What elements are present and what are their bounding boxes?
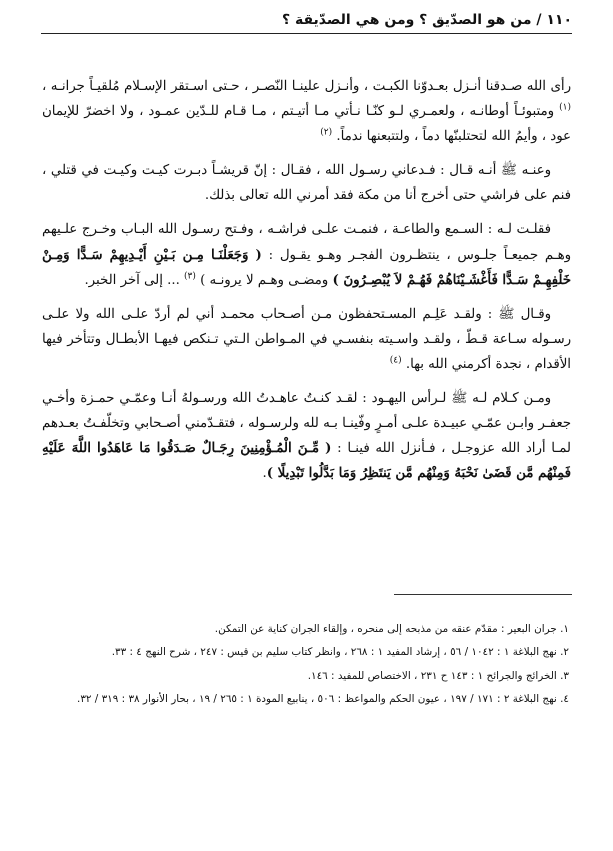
paragraph-5-text-b: . [262, 466, 267, 482]
main-text [42, 74, 571, 495]
footnote-ref-4: (٤) [389, 355, 402, 366]
footnotes [43, 618, 569, 712]
footnote-3: ٣. الخرائج والجرائح ١ : ١٤٣ ح ٢٣١ ، الاختصاص للمفيد : ١٤٦. [307, 669, 569, 682]
footnote-1: ١. جران البعير : مقدّم عنقه من مذبحه إلى منحره ، وإلقاء الجران كناية عن التمكن. [214, 623, 569, 635]
paragraph-2-text: وعنـه ﷺ أنـه قـال : فـدعاني رسـول الله ، فقـال : إنّ قريشـاً دبـرت كيـت وكيـت في قتلي ، فنم على فراشي حتى أخرج أنا من مكة فقد أمرني الله تعالى بذلك. [42, 163, 571, 204]
quran-verse-2: ( مِّـنَ الْمُـؤْمِنِينَ رِجَـالٌ صَـدَقُوا مَا عَاهَدُوا اللَّهَ عَلَيْهِ فَمِنْهُم مَّن قَضَىٰ نَحْبَهُ وَمِنْهُم مَّن يَنتَظِرُ وَمَا بَدَّلُوا تَبْدِيلًا ) [42, 441, 571, 482]
paragraph-3-text-c: ... إلى آخر الخبر. [84, 272, 185, 288]
paragraph-1 [42, 74, 571, 149]
footnote-2: ٢. نهج البلاغة ١ : ١٠٤٢ / ٥٦ ، إرشاد المفيد ١ : ٢٦٨ ، وانظر كتاب سليم بن قيس : ٢٤٧ ، شرح النهج ٤ : ٣٣. [111, 646, 569, 659]
paragraph-2 [42, 158, 571, 208]
quran-verse-1: ( وَجَعَلْنَـا مِـن بَـيْنِ أَيْـدِيهِمْ سَـدًّا وَمِـنْ خَلْفِهِـمْ سَـدًّا فَأَغْشَـيْنَاهُمْ فَهُـمْ لاَ يُبْصِـرُونَ ) [42, 247, 571, 288]
paragraph-3 [42, 217, 571, 292]
paragraph-4 [42, 302, 571, 377]
footnote-divider [394, 594, 572, 595]
paragraph-5-text-a: ومـن كـلام لـه ﷺ لـرأس اليهـود : لقـد كنـتُ عاهـدتُ الله ورسـولهُ أنـا وعمّـي حمـزة وأخـي جعفـر وابـن عمّـي عبيـدة علـى أمـرٍ وفّينـا بـه لله ولرسـوله ، فتقـدّمني أصـحابي وتخلّفـتُ بعـدهم لمـا أراد الله عزوجـل ، فـأنزل الله فينـا : [42, 391, 571, 457]
footnote-ref-3: (٣) [184, 271, 196, 282]
running-header-title: ١١٠ / من هو الصدّيق ؟ ومن هي الصدّيقة ؟ [281, 12, 572, 28]
paragraph-1-text-a: رأى الله صـدقنا أنـزل بعـدوّنا الكبـت ، وأنـزل علينـا النّصـر ، حـتى اسـتقر الإسـلام مُلقيـاً جرانـه ، [42, 79, 571, 94]
paragraph-3-text-b: ومضـى وهـم لا يرونـه ) [195, 272, 333, 288]
paragraph-3-text-a: فقلـت لـه : السـمع والطاعـة ، فنمـت علـى فراشـه ، وفـتح رسـول الله البـاب وخـرج علـيهم وهـم جميعـاً جلـوس ، ينتظـرون الفجـر وهـو يقـول : [42, 222, 572, 263]
footnote-ref-2: (٢) [320, 127, 333, 138]
header-divider [41, 33, 572, 34]
footnote-4: ٤. نهج البلاغة ٢ : ١٧١ / ١٩٧ ، عيون الحكم والمواعظ : ٥٠٦ ، ينابيع المودة ١ : ٢٦٥ / ١٩ ، بحار الأنوار ٣٨ : ٣١٩ / ٣٢. [77, 693, 569, 706]
paragraph-5 [42, 386, 571, 486]
paragraph-4-text: وقـال ﷺ : ولقـد عَلِـم المسـتحفظون مـن أصـحاب محمـد أني لم أردّ علـى الله ولا علـى رسـوله سـاعة قـطّ ، ولقـد واسـيته بنفسـي في المـواطن الـتي تـنكص فيهـا الأبطـال وتتأخر فيها الأقدام ، نجدة أكرمني الله بها. [42, 306, 571, 372]
paragraph-1-text-b: ومتبوئـاً أوطانـه ، ولعمـري لـو كنّـا نـأتي مـا أتيـتم ، مـا قـام للـدّين عمـود ، ولا اخضرّ للإيمان عود ، وأيمُ الله لتحتلبنّها دماً ، ولتتبعنها ندماً. [42, 104, 571, 145]
footnote-ref-1: (١) [559, 102, 571, 113]
